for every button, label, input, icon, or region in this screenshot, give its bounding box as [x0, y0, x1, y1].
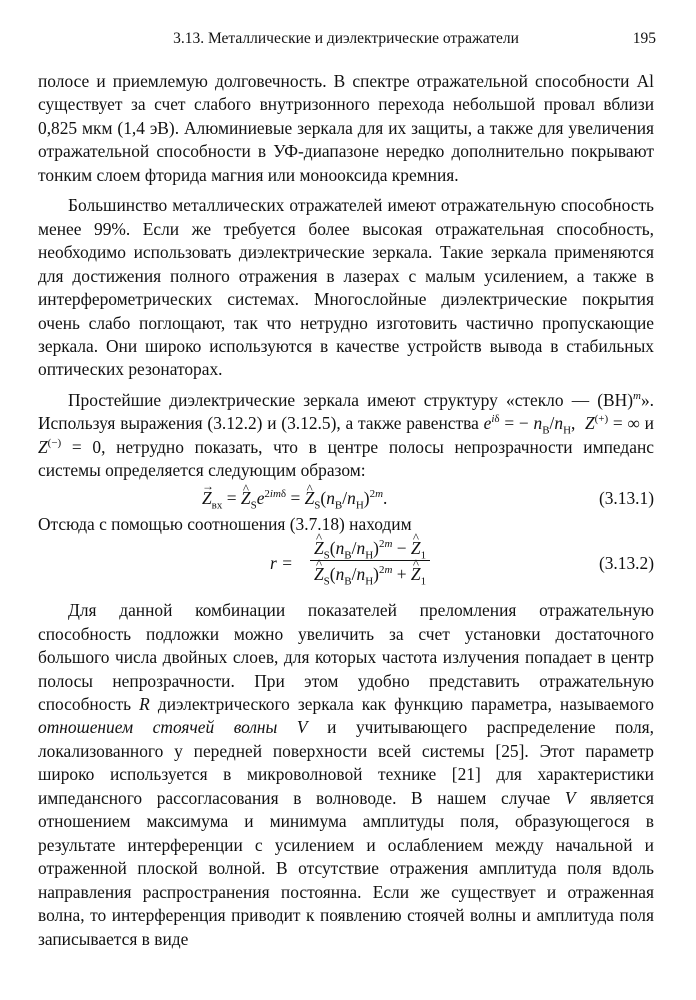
fraction-numerator: ^ $Z_S(n_В/n_Н)^{2m}$ − ^ $Z_1$	[310, 536, 430, 561]
paragraph-1: полосе и приемлемую долговечность. В спектре отражательной способности Al существует за счет слабого внутризонного перехода небольшой провал вблизи 0,825 мкм (1,4 эВ). Алюминиевые зеркала для их защиты, а также для увеличения отражательной способности в УФ-диапазоне нередко дополнительно покрывают тонким слоем фторида магния или монооксида кремния.	[38, 71, 654, 185]
p4-text-a: Для данной комбинации показателей преломления отражательную способность подложки можно увеличить за счет установки достаточного большого числа двойных слоев, для которых частота излучения попадает в центр полосы непрозрачности. При этом удобно представить отражательную способность	[38, 600, 654, 714]
p4-symbol-r: R	[139, 693, 150, 714]
running-header	[36, 30, 656, 52]
equation-number-3-13-2: (3.13.2)	[598, 553, 654, 574]
p4-symbol-v1: V	[296, 717, 308, 738]
p3-text-c: , нетрудно показать, что в центре полосы непрозрачности импеданс системы определяется следующим образом:	[38, 436, 655, 481]
paragraph-3	[38, 389, 654, 483]
p4-text-d: является отношением максимума и минимума амплитуды поля, образующегося в результате интерференции с усилением и ослаблением между начальной и отраженной плоской волной. В отсутствие отражения амплитуда поля вдоль направления распространения постоянна. Если же существует и отраженная волна, то интерференция приводит к появлению стоячей волны и амплитуда поля записывается в виде	[38, 787, 654, 949]
equation-intro: Отсюда с помощью соотношения (3.7.18) находим	[38, 513, 412, 534]
p3-exponent-m: m	[633, 390, 641, 403]
equation-3-13-2-lhs: r =	[270, 553, 293, 574]
page-number: 195	[632, 30, 656, 47]
p4-text-b: диэлектрического зеркала как функцию параметра, называемого	[149, 693, 654, 714]
equation-3-13-1	[38, 483, 654, 513]
header-title: 3.13. Металлические и диэлектрические отражатели	[173, 30, 519, 47]
p4-text-c: и учитывающего распределение поля, локализованного у передней поверхности всей системы [25]. Этот параметр широко используется в микроволновой технике [21] для характеристики импедансного рассогласования в волноводе. В нашем случае	[38, 717, 654, 808]
equation-3-13-2-fraction	[310, 536, 430, 587]
p3-text-a: Простейшие диэлектрические зеркала имеют структуру «стекло — (ВН)	[68, 389, 633, 410]
paragraph-4	[38, 599, 654, 951]
paragraph-2: Большинство металлических отражателей имеют отражательную способность менее 99%. Если же требуется более высокая отражательная способность, необходимо использовать диэлектрические зеркала. Такие зеркала применяются для достижения полного отражения в лазерах с малым усилением, а также в интерферометрических системах. Многослойные диэлектрические покрытия очень слабо поглощают, так что нетрудно изготовить частично пропускающие зеркала. Они широко используются в качестве устройств вывода в стабильных оптических резонаторах.	[38, 195, 654, 380]
p3-text-b: ». Используя выражения (3.12.2) и (3.12.5), а также равенства	[38, 389, 654, 434]
equation-3-13-1-expression: → $Z_{вх}$ = ^ $Z_Se^{2im\delta}$ = ^ $Z_S(n_В/n_Н)^{2m}$.	[202, 487, 387, 510]
fraction-denominator: ^ $Z_S(n_В/n_Н)^{2m}$ + ^ $Z_1$	[310, 561, 430, 587]
body-text	[38, 70, 654, 951]
equation-number-3-13-1: (3.13.1)	[598, 487, 654, 508]
equation-3-13-2	[38, 536, 654, 592]
inline-equalities: $e^{i\delta}$ = − $n_В/n_Н$, Z(+) = ∞ и Z(−) = 0	[38, 413, 654, 457]
p4-symbol-v2: V	[564, 787, 576, 808]
p4-term: отношением стоячей волны	[38, 717, 278, 738]
